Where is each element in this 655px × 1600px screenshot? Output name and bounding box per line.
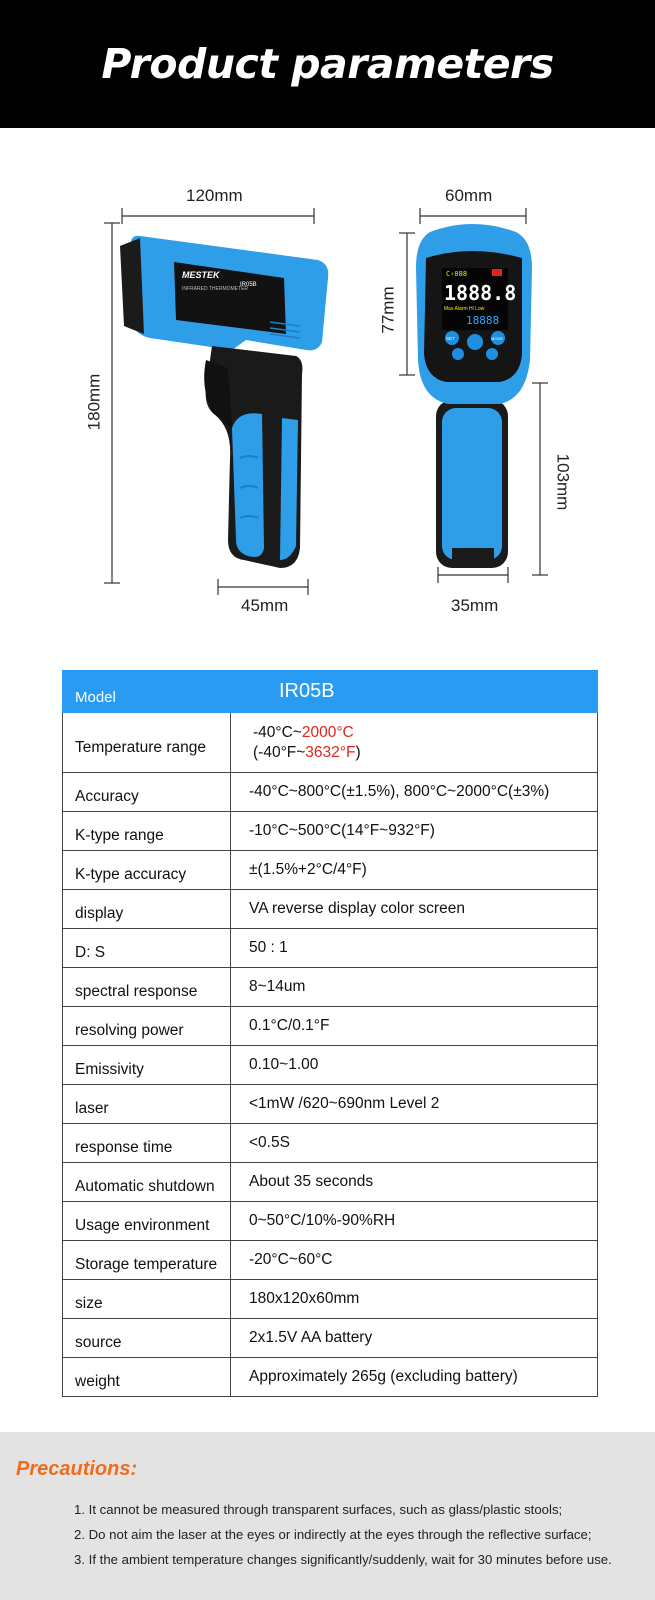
param-label: resolving power — [63, 1007, 231, 1046]
dim-side-height: 180mm — [84, 373, 104, 431]
param-label: weight — [63, 1358, 231, 1397]
param-value: ±(1.5%+2°C/4°F) — [231, 851, 598, 890]
model-label: Model — [63, 671, 231, 713]
precaution-item: 2. Do not aim the laser at the eyes or indirectly at the eyes through the reflective surface; — [74, 1527, 592, 1542]
param-label: Emissivity — [63, 1046, 231, 1085]
btn-mode-text: MODE — [491, 336, 503, 341]
temp-range-c-start: -40°C~ — [253, 723, 302, 741]
table-row — [63, 1202, 598, 1241]
thermometer-front-view — [416, 224, 532, 568]
temperature-range-label: Temperature range — [63, 713, 231, 773]
param-value: <1mW /620~690nm Level 2 — [231, 1085, 598, 1124]
table-row — [63, 1124, 598, 1163]
dim-front-handle-width: 35mm — [451, 596, 499, 615]
param-value: 50 : 1 — [231, 929, 598, 968]
dim-side-handle: 45mm — [241, 596, 289, 615]
param-label: size — [63, 1280, 231, 1319]
precaution-item: 3. If the ambient temperature changes significantly/suddenly, wait for 30 minutes before use. — [74, 1552, 612, 1567]
table-row — [63, 1163, 598, 1202]
param-value: -10°C~500°C(14°F~932°F) — [231, 812, 598, 851]
param-label: Usage environment — [63, 1202, 231, 1241]
precautions-section — [0, 1432, 655, 1600]
btn-set-text: SET — [446, 336, 455, 341]
table-row — [63, 1085, 598, 1124]
table-row — [63, 1358, 598, 1397]
table-header-row — [63, 671, 598, 713]
param-value: 180x120x60mm — [231, 1280, 598, 1319]
param-label: Automatic shutdown — [63, 1163, 231, 1202]
param-value: 8~14um — [231, 968, 598, 1007]
temp-range-c-end: 2000°C — [301, 723, 354, 741]
table-row — [63, 773, 598, 812]
param-value: 2x1.5V AA battery — [231, 1319, 598, 1358]
param-label: spectral response — [63, 968, 231, 1007]
page-title: Product parameters — [101, 40, 554, 88]
table-row — [63, 1319, 598, 1358]
precautions-list — [74, 1502, 612, 1577]
screen-flags: Max Alarm Hi Low — [444, 306, 485, 312]
param-label: source — [63, 1319, 231, 1358]
table-row — [63, 1280, 598, 1319]
dim-side-width: 120mm — [186, 186, 243, 205]
device-brand-text: MESTEK — [182, 270, 220, 280]
table-row — [63, 890, 598, 929]
model-value: IR05B — [231, 671, 598, 713]
temperature-range-value — [231, 713, 598, 773]
device-model-text: IR05B — [240, 282, 257, 288]
param-value: 0~50°C/10%-90%RH — [231, 1202, 598, 1241]
param-label: K-type range — [63, 812, 231, 851]
param-value: VA reverse display color screen — [231, 890, 598, 929]
table-row — [63, 929, 598, 968]
temp-range-f-close: ) — [355, 743, 361, 761]
page-header — [0, 0, 655, 128]
screen-readout: 1888.8 — [444, 281, 517, 305]
param-value: <0.5S — [231, 1124, 598, 1163]
param-label: D: S — [63, 929, 231, 968]
table-row — [63, 713, 598, 773]
param-value: 0.10~1.00 — [231, 1046, 598, 1085]
param-value: 0.1°C/0.1°F — [231, 1007, 598, 1046]
param-label: display — [63, 890, 231, 929]
param-value: -20°C~60°C — [231, 1241, 598, 1280]
temp-range-f-end: 3632°F — [305, 743, 356, 761]
table-row — [63, 851, 598, 890]
param-label: response time — [63, 1124, 231, 1163]
dim-front-handle: 103mm — [553, 453, 573, 511]
param-value: Approximately 265g (excluding battery) — [231, 1358, 598, 1397]
param-value: About 35 seconds — [231, 1163, 598, 1202]
precaution-item: 1. It cannot be measured through transparent surfaces, such as glass/plastic stools; — [74, 1502, 563, 1517]
parameters-table — [62, 670, 598, 1397]
table-row — [63, 812, 598, 851]
table-row — [63, 1046, 598, 1085]
device-subtitle-text: INFRARED THERMOMETER — [182, 286, 249, 292]
temp-range-f-start: (-40°F~ — [253, 743, 306, 761]
dim-front-width: 60mm — [445, 186, 493, 205]
param-value: -40°C~800°C(±1.5%), 800°C~2000°C(±3%) — [231, 773, 598, 812]
table-row — [63, 968, 598, 1007]
screen-top-text: C‹088 — [446, 270, 468, 278]
screen-small-readout: 18888 — [466, 314, 500, 327]
param-label: K-type accuracy — [63, 851, 231, 890]
precautions-title: Precautions: — [16, 1458, 138, 1480]
table-row — [63, 1241, 598, 1280]
thermometer-side-view — [120, 236, 328, 568]
param-label: laser — [63, 1085, 231, 1124]
param-label: Storage temperature — [63, 1241, 231, 1280]
param-label: Accuracy — [63, 773, 231, 812]
table-row — [63, 1007, 598, 1046]
dim-front-head: 77mm — [378, 286, 398, 334]
